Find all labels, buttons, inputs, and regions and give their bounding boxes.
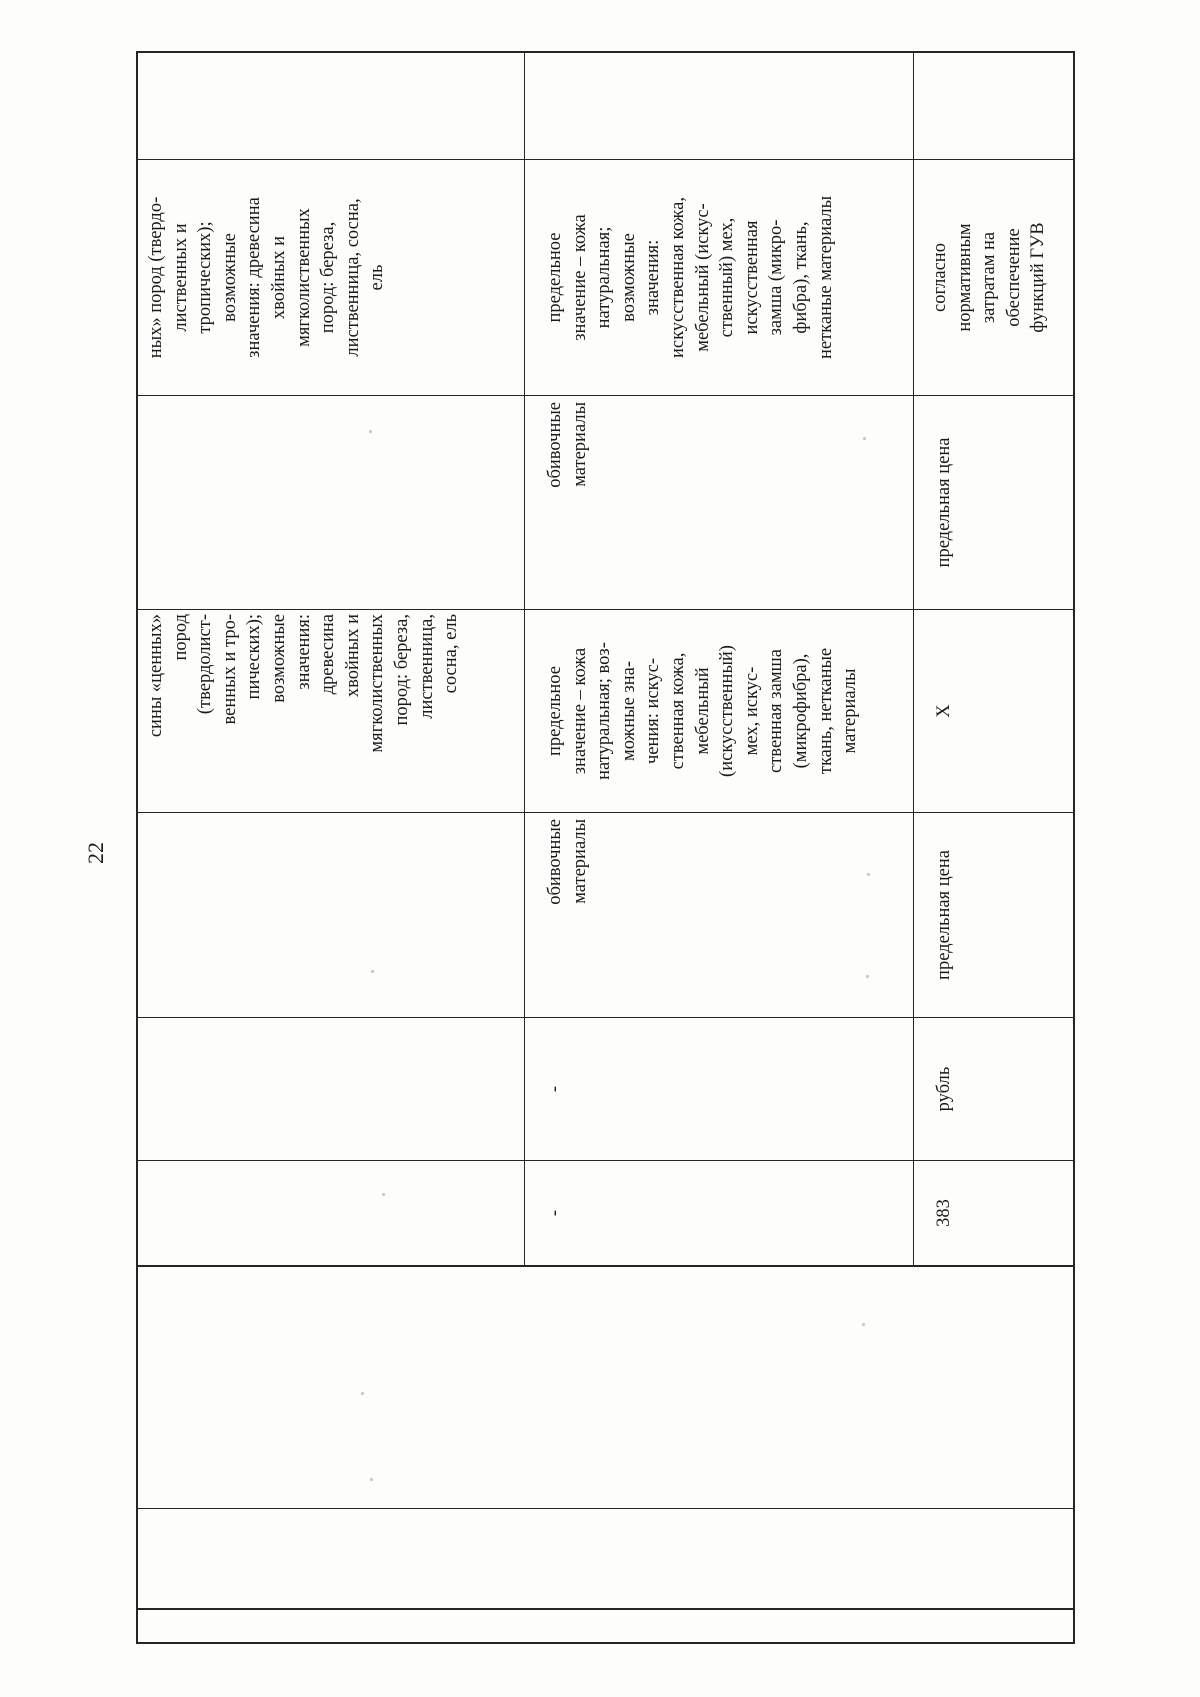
table-rule xyxy=(137,1508,1075,1509)
cell-r2-c4 xyxy=(525,610,913,812)
page-number: 22 xyxy=(83,842,108,864)
cell-r3-c2 xyxy=(914,1018,1073,1160)
scan-speck xyxy=(866,975,869,978)
cell-r3-c1 xyxy=(914,1161,1073,1265)
scan-speck xyxy=(371,970,374,973)
cell-text: предельное значение – кожа натуральная; воз- можные зна- чения: искус- ственная кожа, мебельный (искусственный) мех, искус- ственная замша (микрофибра), ткань, нетканые материалы xyxy=(545,642,861,780)
cell-r1-c4 xyxy=(138,610,524,812)
cell-text: - xyxy=(545,1085,565,1093)
scan-speck xyxy=(382,1193,385,1196)
cell-text: предельное значение – кожа натуральная; возможные значения: искусственная кожа, мебельный (искус- ственный) мех, искусственная замша (микро- фибра), ткань, нетканые материалы xyxy=(545,195,836,360)
cell-text: рубль xyxy=(934,1066,954,1112)
cell-text: обивочные материалы xyxy=(545,402,590,488)
cell-r2-c1 xyxy=(525,1161,913,1265)
scan-speck xyxy=(862,1323,865,1326)
cell-text: предельная цена xyxy=(934,437,954,568)
cell-r2-c3 xyxy=(525,813,913,1017)
table-rule xyxy=(137,1265,1075,1267)
cell-r2-c2 xyxy=(525,1018,913,1160)
scan-speck xyxy=(867,873,870,876)
table-border-top xyxy=(137,51,1075,53)
table-border-right xyxy=(1073,51,1075,1644)
scan-speck xyxy=(370,1478,373,1481)
cell-r3-c6 xyxy=(914,160,1073,395)
cell-text: ных» пород (твердо- лиственных и тропических); возможные значения: древесина хвойных и мягколиственных пород: береза, лиственница, сосна, ель xyxy=(146,196,388,359)
cell-text: 383 xyxy=(934,1199,954,1227)
cell-text: обивочные материалы xyxy=(545,819,590,905)
cell-r2-c5 xyxy=(525,396,913,609)
cell-r3-c5 xyxy=(914,396,1073,609)
cell-text: сины «ценных» пород (твердолист- венных и тро- пических); возможные значения: древесина хвойных и мягколиственных пород: береза, лиственница, сосна, ель xyxy=(146,614,462,753)
table-rule xyxy=(137,1608,1075,1610)
cell-r3-c4 xyxy=(914,610,1073,812)
cell-r2-c6 xyxy=(525,160,913,395)
table-border-bottom xyxy=(137,1642,1075,1644)
scan-speck xyxy=(369,430,372,433)
cell-text: Х xyxy=(934,704,954,718)
cell-text: согласно нормативным затратам на обеспечение функций ГУВ xyxy=(930,222,1049,333)
cell-r1-c6 xyxy=(138,160,524,395)
cell-r3-c3 xyxy=(914,813,1073,1017)
scan-speck xyxy=(863,437,866,440)
scan-speck xyxy=(361,1392,364,1395)
cell-text: - xyxy=(545,1209,565,1217)
cell-text: предельная цена xyxy=(934,850,954,980)
